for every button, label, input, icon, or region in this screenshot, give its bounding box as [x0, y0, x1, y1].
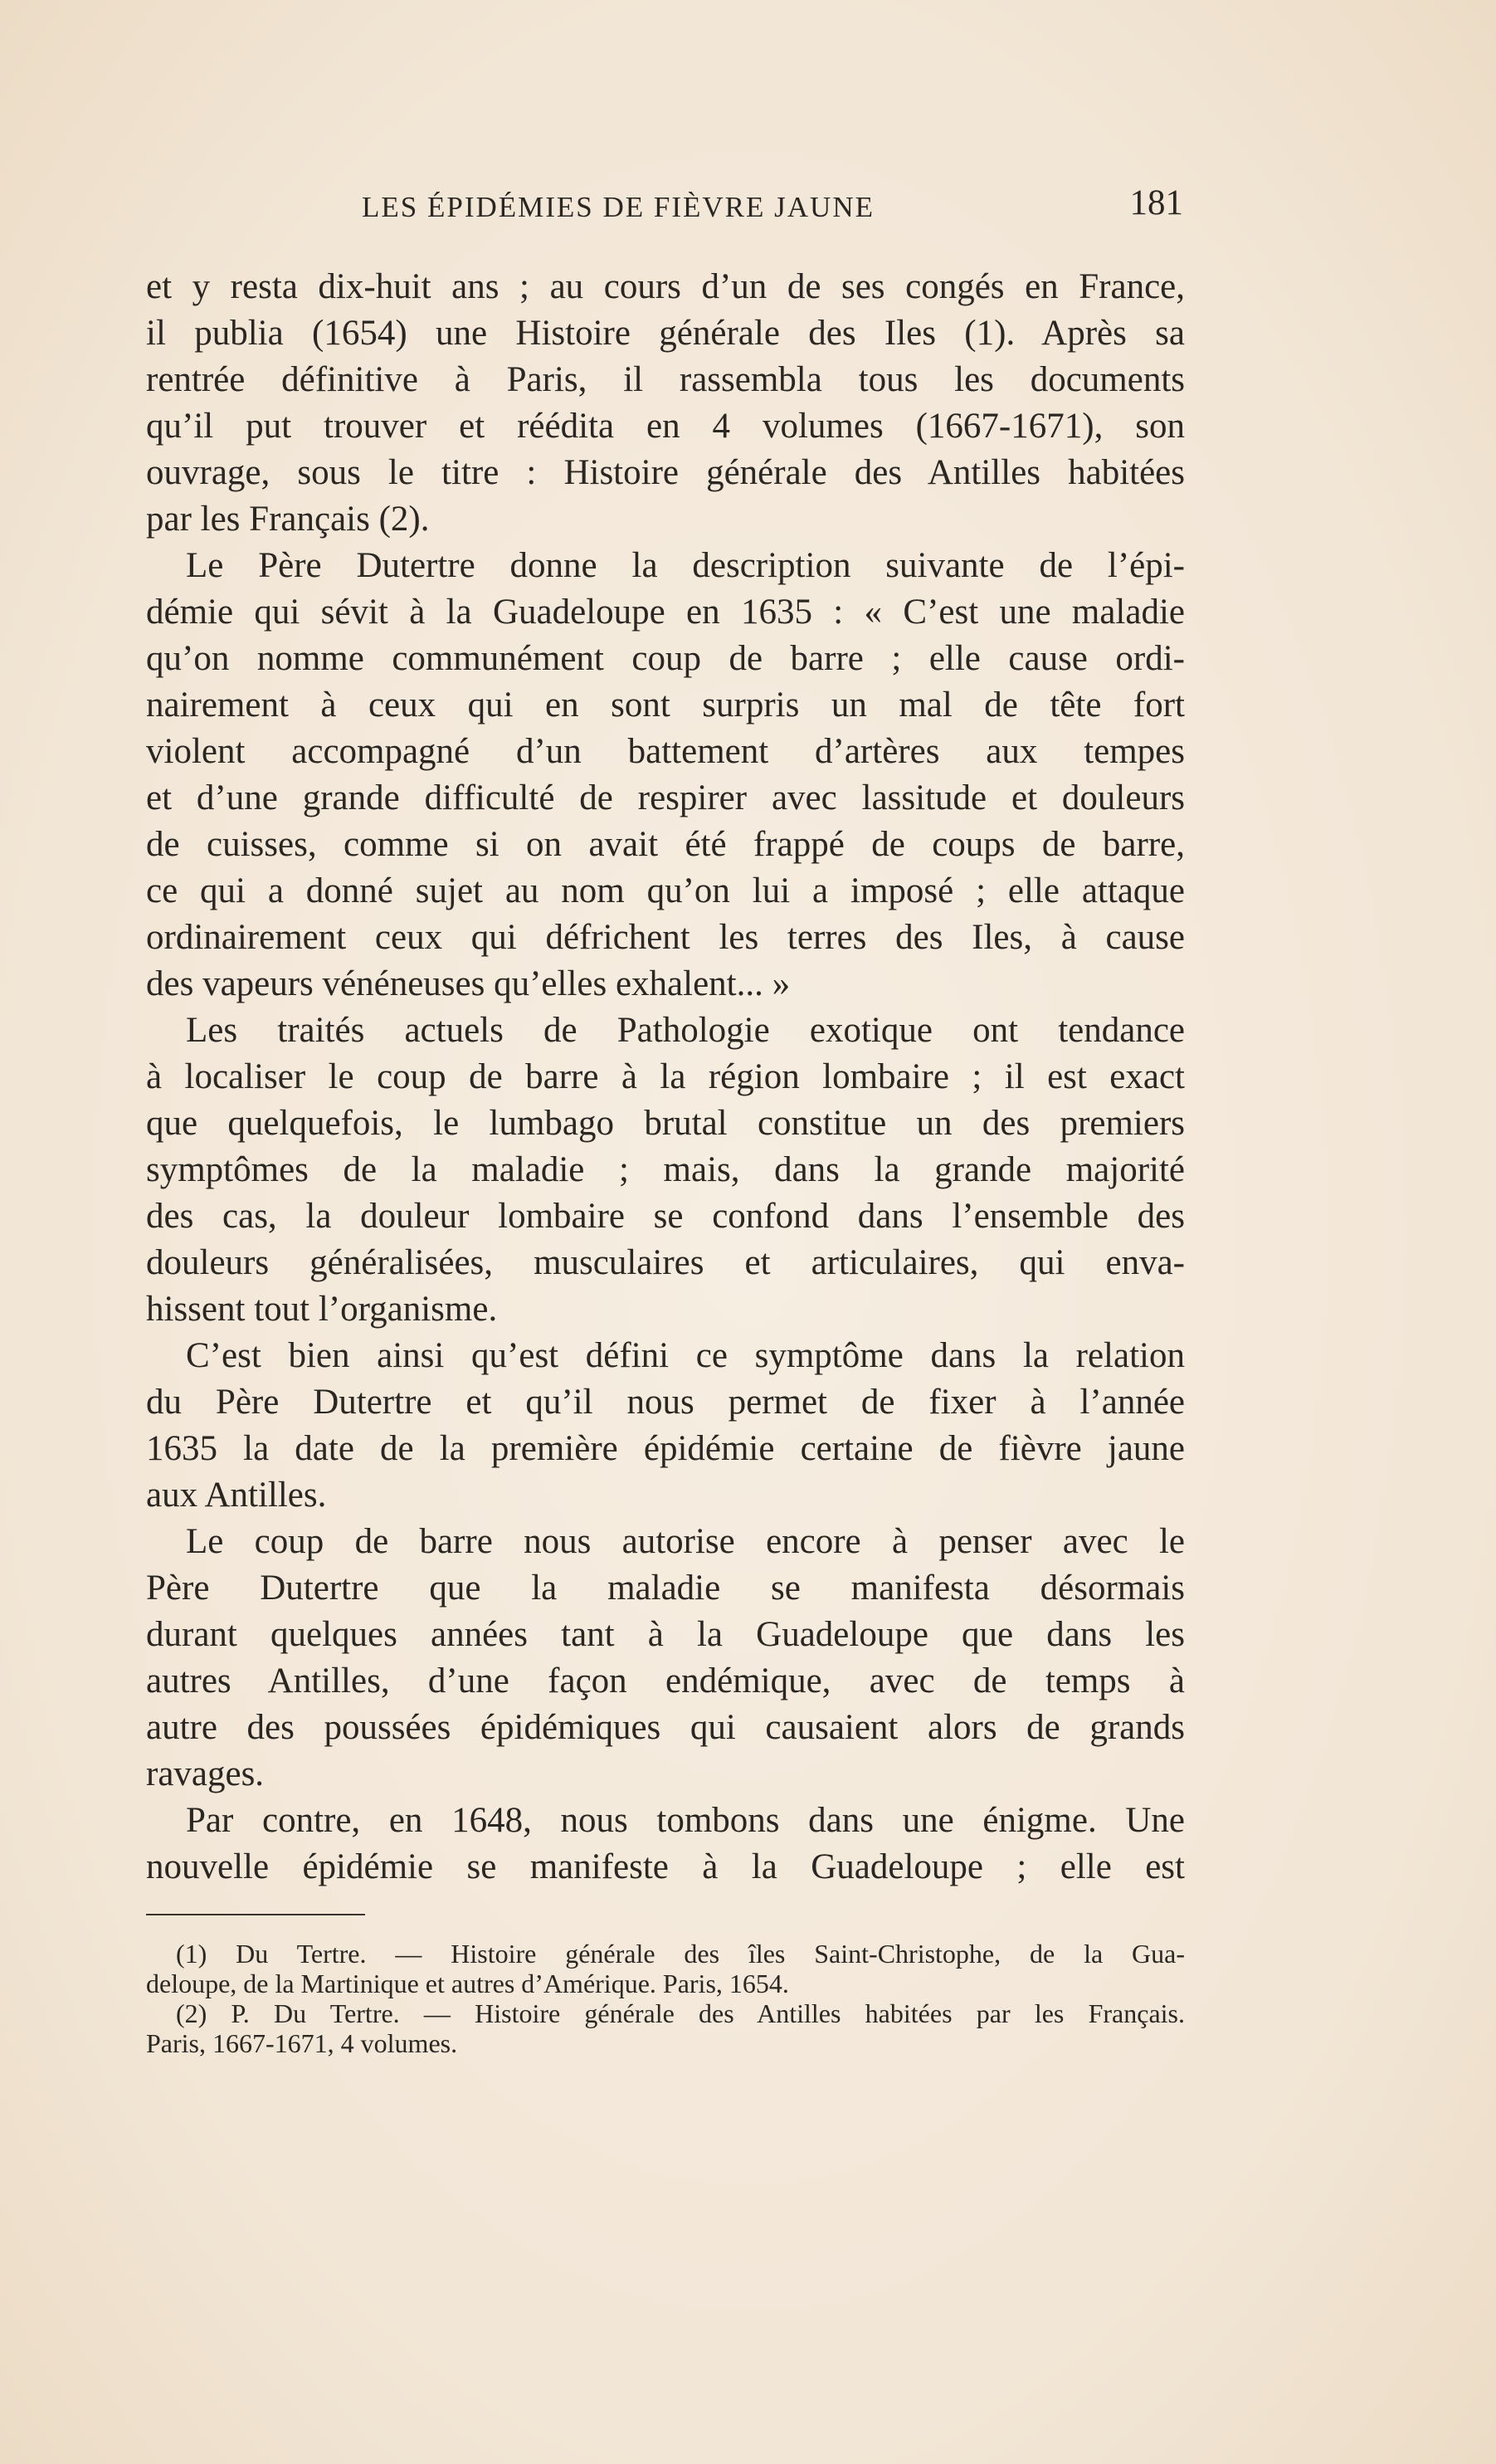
text-line: douleurs généralisées, musculaires et articulaires, qui enva-	[146, 1243, 1185, 1282]
text-line: à localiser le coup de barre à la région lombaire ; il est exact	[146, 1057, 1185, 1096]
footnote-line: Paris, 1667-1671, 4 volumes.	[146, 2028, 458, 2058]
body-text	[146, 264, 1185, 1886]
footnote-line: (1) Du Tertre. — Histoire générale des îles Saint-Christophe, de la Gua-	[176, 1939, 1185, 1969]
text-line: violent accompagné d’un battement d’artères aux tempes	[146, 732, 1185, 771]
text-line: nairement à ceux qui en sont surpris un mal de tête fort	[146, 686, 1185, 725]
text-line: de cuisses, comme si on avait été frappé de coups de barre,	[146, 825, 1185, 864]
text-line: Par contre, en 1648, nous tombons dans une énigme. Une	[186, 1801, 1185, 1840]
text-line: ce qui a donné sujet au nom qu’on lui a imposé ; elle attaque	[146, 871, 1185, 910]
page-number: 181	[1129, 183, 1183, 222]
text-line: ordinairement ceux qui défrichent les terres des Iles, à cause	[146, 918, 1185, 957]
text-line: nouvelle épidémie se manifeste à la Guadeloupe ; elle est	[146, 1847, 1185, 1886]
text-line: hissent tout l’organisme.	[146, 1290, 498, 1329]
text-line: il publia (1654) une Histoire générale des Iles (1). Après sa	[146, 314, 1185, 353]
text-line: ouvrage, sous le titre : Histoire générale des Antilles habitées	[146, 453, 1185, 492]
footnote-divider	[146, 1914, 365, 1915]
text-line: et y resta dix-huit ans ; au cours d’un de ses congés en France,	[146, 267, 1185, 306]
text-line: qu’il put trouver et réédita en 4 volumes (1667-1671), son	[146, 407, 1185, 446]
text-line: Père Dutertre que la maladie se manifesta désormais	[146, 1569, 1185, 1608]
text-line: qu’on nomme communément coup de barre ; elle cause ordi-	[146, 639, 1185, 678]
text-line: aux Antilles.	[146, 1476, 327, 1515]
text-line: démie qui sévit à la Guadeloupe en 1635 : « C’est une maladie	[146, 593, 1185, 632]
text-line: autre des poussées épidémiques qui causaient alors de grands	[146, 1708, 1185, 1747]
text-line: durant quelques années tant à la Guadeloupe que dans les	[146, 1615, 1185, 1654]
text-line: ravages.	[146, 1754, 265, 1793]
footnote-line: (2) P. Du Tertre. — Histoire générale des Antilles habitées par les Français.	[176, 1998, 1185, 2028]
text-line: C’est bien ainsi qu’est défini ce symptôme dans la relation	[186, 1336, 1185, 1375]
text-line: Le Père Dutertre donne la description suivante de l’épi-	[186, 546, 1185, 585]
text-line: Les traités actuels de Pathologie exotique ont tendance	[186, 1011, 1185, 1050]
text-line: symptômes de la maladie ; mais, dans la grande majorité	[146, 1150, 1185, 1189]
text-line: Le coup de barre nous autorise encore à penser avec le	[186, 1522, 1185, 1561]
footnotes	[146, 1939, 1185, 2071]
text-line: et d’une grande difficulté de respirer avec lassitude et douleurs	[146, 778, 1185, 817]
running-title: LES ÉPIDÉMIES DE FIÈVRE JAUNE	[362, 191, 875, 223]
text-line: des vapeurs vénéneuses qu’elles exhalent... »	[146, 964, 791, 1003]
running-head	[146, 183, 1183, 232]
text-line: du Père Dutertre et qu’il nous permet de fixer à l’année	[146, 1383, 1185, 1422]
text-line: que quelquefois, le lumbago brutal constitue un des premiers	[146, 1104, 1185, 1143]
text-line: rentrée définitive à Paris, il rassembla tous les documents	[146, 360, 1185, 399]
text-line: par les Français (2).	[146, 500, 430, 539]
text-line: 1635 la date de la première épidémie certaine de fièvre jaune	[146, 1429, 1185, 1468]
text-line: autres Antilles, d’une façon endémique, avec de temps à	[146, 1661, 1185, 1700]
text-line: des cas, la douleur lombaire se confond dans l’ensemble des	[146, 1197, 1185, 1236]
footnote-line: deloupe, de la Martinique et autres d’Amérique. Paris, 1654.	[146, 1969, 789, 1998]
